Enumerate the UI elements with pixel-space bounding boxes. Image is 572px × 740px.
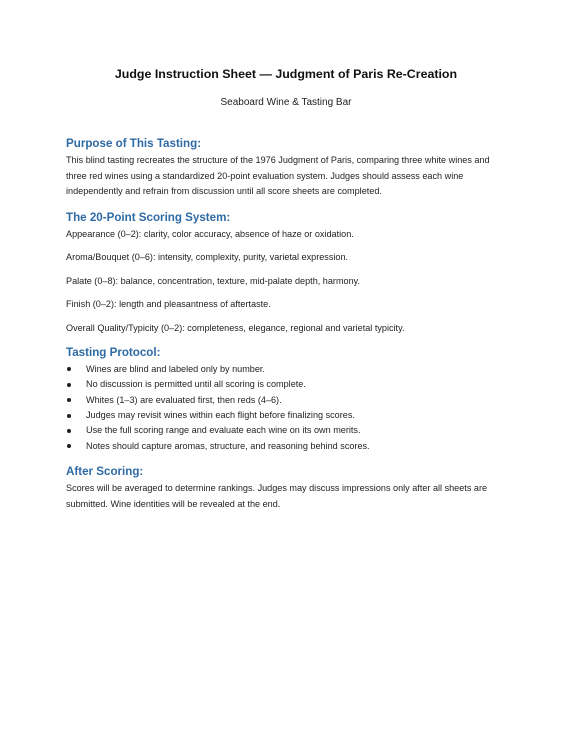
list-item-text: Use the full scoring range and evaluate each wine on its own merits. [86,425,361,436]
bullet-icon [67,414,71,418]
list-item [66,393,506,408]
after-scoring-section [66,464,506,512]
scoring-criterion-aroma: Aroma/Bouquet (0–6): intensity, complexity, purity, varietal expression. [66,252,349,263]
scoring-section [66,210,506,335]
scoring-criterion-finish: Finish (0–2): length and pleasantness of aftertaste. [66,299,271,310]
purpose-body: This blind tasting recreates the structure of the 1976 Judgment of Paris, comparing three white wines and three red wines using a standardized 20-point evaluation system. Judges should assess each wine independently and refrain from discussion until all score sheets are completed. [66,155,490,197]
scoring-heading: The 20-Point Scoring System: [66,210,231,224]
protocol-heading: Tasting Protocol: [66,345,161,359]
list-item-text: No discussion is permitted until all scoring is complete. [86,379,306,390]
purpose-section [66,136,506,200]
list-item [66,362,506,377]
list-item-text: Judges may revisit wines within each flight before finalizing scores. [86,410,355,420]
after-scoring-heading: After Scoring: [66,465,144,479]
list-item [66,439,506,454]
bullet-icon [67,429,71,433]
purpose-heading: Purpose of This Tasting: [66,137,202,150]
bullet-icon [67,444,71,448]
scoring-criteria-list [66,228,506,335]
page-title: Judge Instruction Sheet — Judgment of Paris Re-Creation [114,67,458,81]
bullet-icon [67,383,71,387]
after-scoring-body: Scores will be averaged to determine rankings. Judges may discuss impressions only after all sheets are submitted. Wine identities will be revealed at the end. [66,483,488,509]
list-item [66,408,506,423]
protocol-list [66,362,506,454]
list-item-text: Wines are blind and labeled only by number. [86,363,265,374]
list-item-text: Whites (1–3) are evaluated first, then reds (4–6). [86,394,282,405]
bullet-icon [67,398,71,402]
scoring-criterion-appearance: Appearance (0–2): clarity, color accuracy, absence of haze or oxidation. [66,228,354,239]
scoring-criterion-palate: Palate (0–8): balance, concentration, texture, mid-palate depth, harmony. [66,275,361,286]
list-item [66,377,506,392]
scoring-criterion-overall: Overall Quality/Typicity (0–2): completeness, elegance, regional and varietal typicity. [66,322,405,333]
protocol-section [66,345,506,454]
list-item-text: Notes should capture aromas, structure, and reasoning behind scores. [86,440,370,451]
page-subtitle: Seaboard Wine & Tasting Bar [220,97,352,108]
bullet-icon [67,367,71,371]
list-item [66,423,506,438]
